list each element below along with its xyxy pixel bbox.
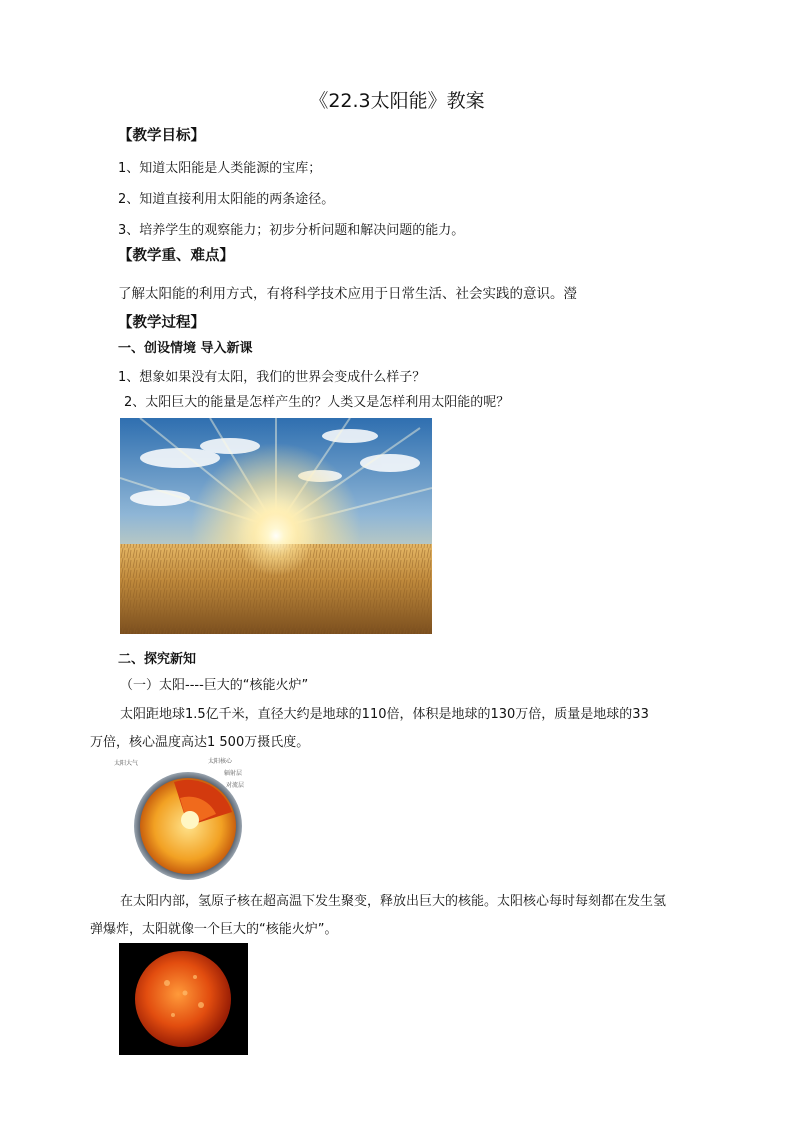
- keypoints-text: 了解太阳能的利用方式，有将科学技术应用于日常生活、社会实践的意识。瀅: [118, 286, 577, 302]
- paragraph-line: 万倍，核心温度高达1 500万摄氏度。: [90, 735, 310, 750]
- diagram-label: 太阳大气: [114, 760, 139, 767]
- sun-photo: [119, 943, 248, 1055]
- sub1-heading: （一）太阳----巨大的“核能火炉”: [120, 678, 309, 693]
- page-title: 《22.3太阳能》教案: [309, 90, 485, 112]
- sun-structure-diagram: [112, 756, 248, 880]
- process-heading: 【教学过程】: [118, 315, 205, 331]
- diagram-label: 太阳核心: [208, 758, 233, 765]
- goal-item: 3、培养学生的观察能力；初步分析问题和解决问题的能力。: [118, 223, 465, 238]
- keypoints-heading: 【教学重、难点】: [118, 248, 234, 264]
- part2-heading: 二、探究新知: [118, 652, 197, 667]
- goal-item: 2、知道直接利用太阳能的两条途径。: [118, 192, 335, 207]
- part1-item: 2、太阳巨大的能量是怎样产生的？人类又是怎样利用太阳能的呢？: [124, 395, 510, 410]
- sunrise-photo: [120, 418, 432, 634]
- part1-item: 1、想象如果没有太阳，我们的世界会变成什么样子？: [118, 370, 426, 385]
- goal-item: 1、知道太阳能是人类能源的宝库；: [118, 161, 322, 176]
- paragraph-line: 弹爆炸，太阳就像一个巨大的“核能火炉”。: [90, 922, 338, 937]
- part1-heading: 一、创设情境 导入新课: [118, 341, 253, 356]
- paragraph-line: 在太阳内部，氢原子核在超高温下发生聚变，释放出巨大的核能。太阳核心每时每刻都在发生氢: [120, 894, 667, 909]
- paragraph-line: 太阳距地球1.5亿千米，直径大约是地球的110倍，体积是地球的130万倍，质量是地球的33: [120, 707, 649, 722]
- goals-heading: 【教学目标】: [118, 128, 205, 144]
- diagram-label: 对流层: [226, 782, 245, 789]
- diagram-label: 辐射层: [224, 770, 243, 777]
